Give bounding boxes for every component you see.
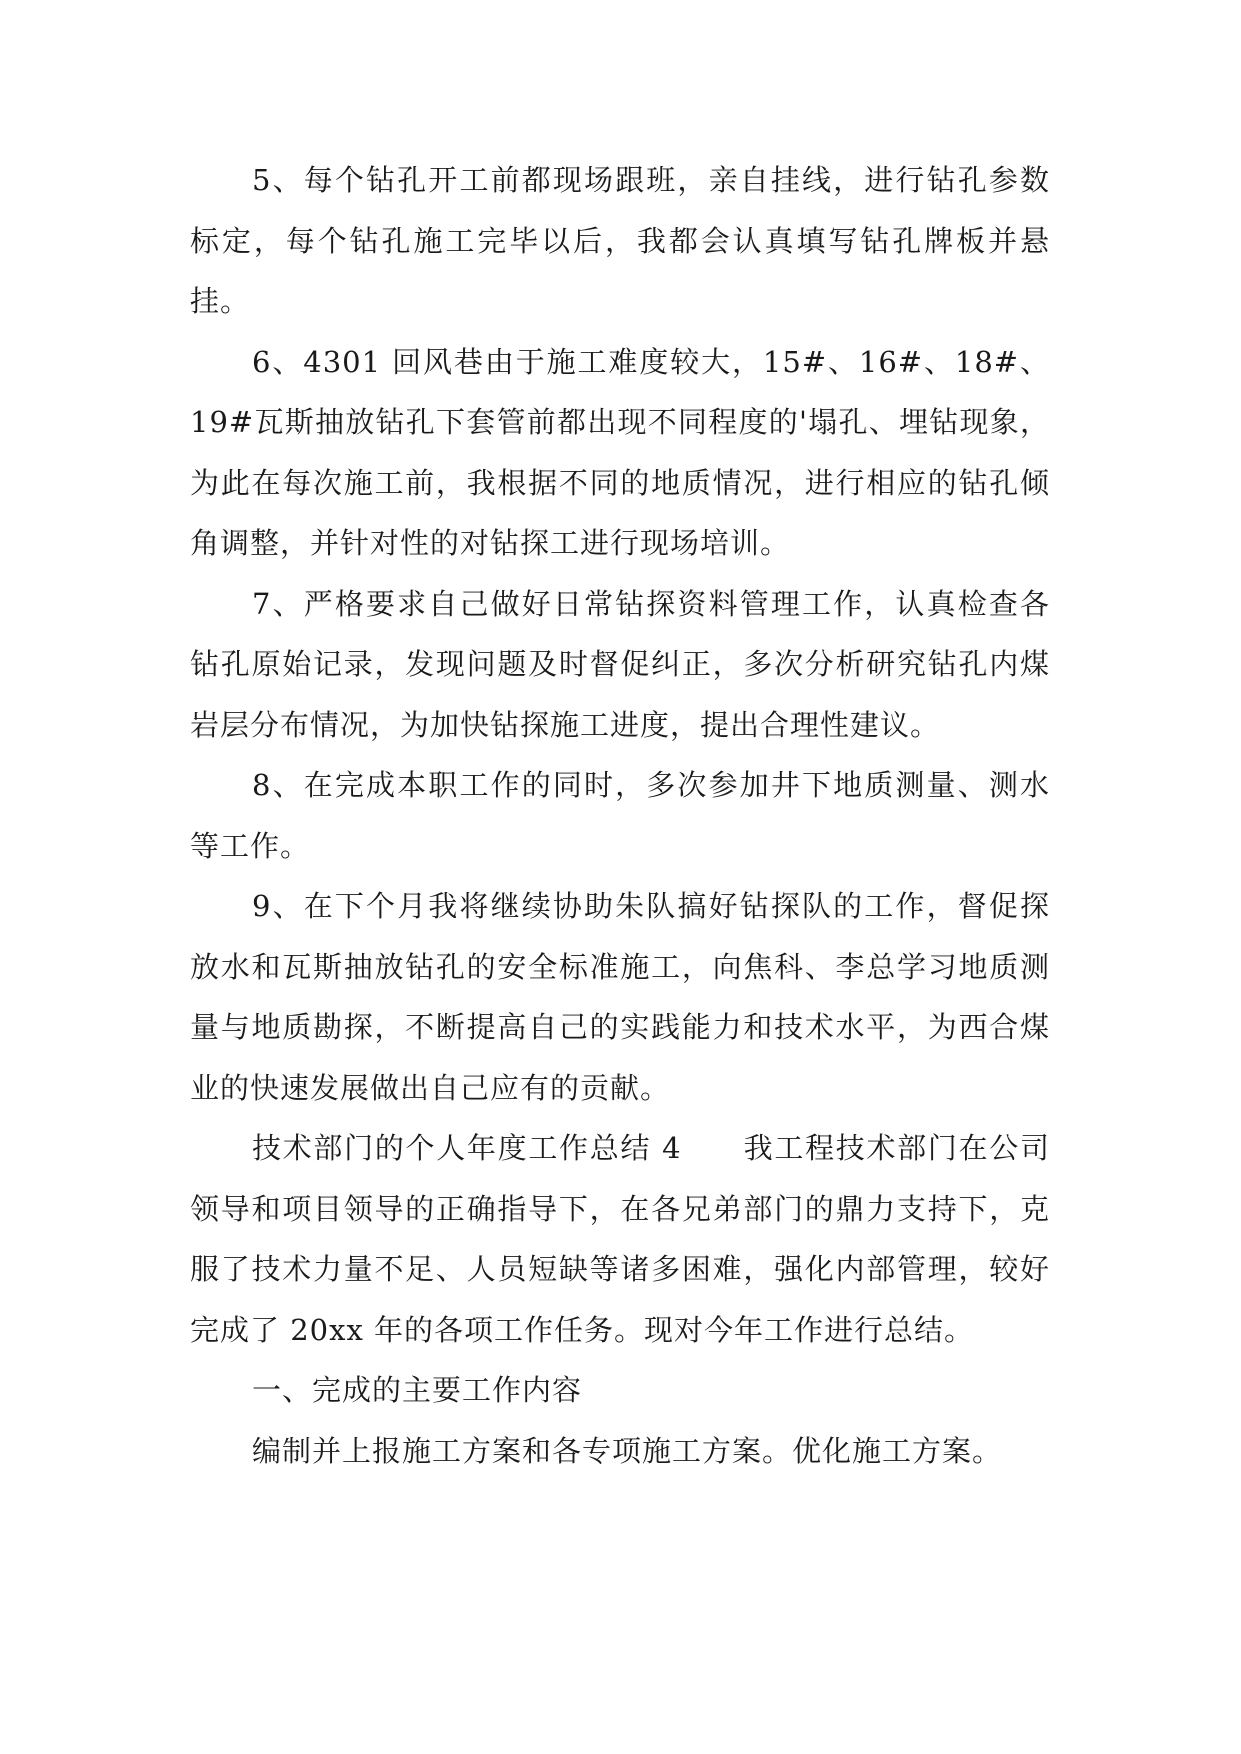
paragraph-item-7: 7、严格要求自己做好日常钻探资料管理工作，认真检查各钻孔原始记录，发现问题及时督促纠正，多次分析研究钻孔内煤岩层分布情况，为加快钻探施工进度，提出合理性建议。 xyxy=(190,586,1050,742)
paragraph-item-5: 5、每个钻孔开工前都现场跟班，亲自挂线，进行钻孔参数标定，每个钻孔施工完毕以后，我都会认真填写钻孔牌板并悬挂。 xyxy=(190,163,1050,318)
paragraph-summary-intro: 技术部门的个人年度工作总结 4 我工程技术部门在公司领导和项目领导的正确指导下，在各兄弟部门的鼎力支持下，克服了技术力量不足、人员短缺等诸多困难，强化内部管理，较好完成了 20xx 年的各项工作任务。现对今年工作进行总结。 xyxy=(190,1131,1050,1347)
document-page xyxy=(190,150,1050,1481)
section-heading: 一、完成的主要工作内容 xyxy=(252,1373,583,1407)
paragraph-plans: 编制并上报施工方案和各专项施工方案。优化施工方案。 xyxy=(252,1433,1003,1468)
paragraph-item-6: 6、4301 回风巷由于施工难度较大，15#、16#、18#、19#瓦斯抽放钻孔下套管前都出现不同程度的'塌孔、埋钻现象，为此在每次施工前，我根据不同的地质情况，进行相应的钻孔倾角调整，并针对性的对钻探工进行现场培训。 xyxy=(190,344,1050,560)
paragraph-item-8: 8、在完成本职工作的同时，多次参加井下地质测量、测水等工作。 xyxy=(190,768,1050,863)
paragraph-item-9: 9、在下个月我将继续协助朱队搞好钻探队的工作，督促探放水和瓦斯抽放钻孔的安全标准施工，向焦科、李总学习地质测量与地质勘探，不断提高自己的实践能力和技术水平，为西合煤业的快速发展做出自己应有的贡献。 xyxy=(190,889,1050,1105)
